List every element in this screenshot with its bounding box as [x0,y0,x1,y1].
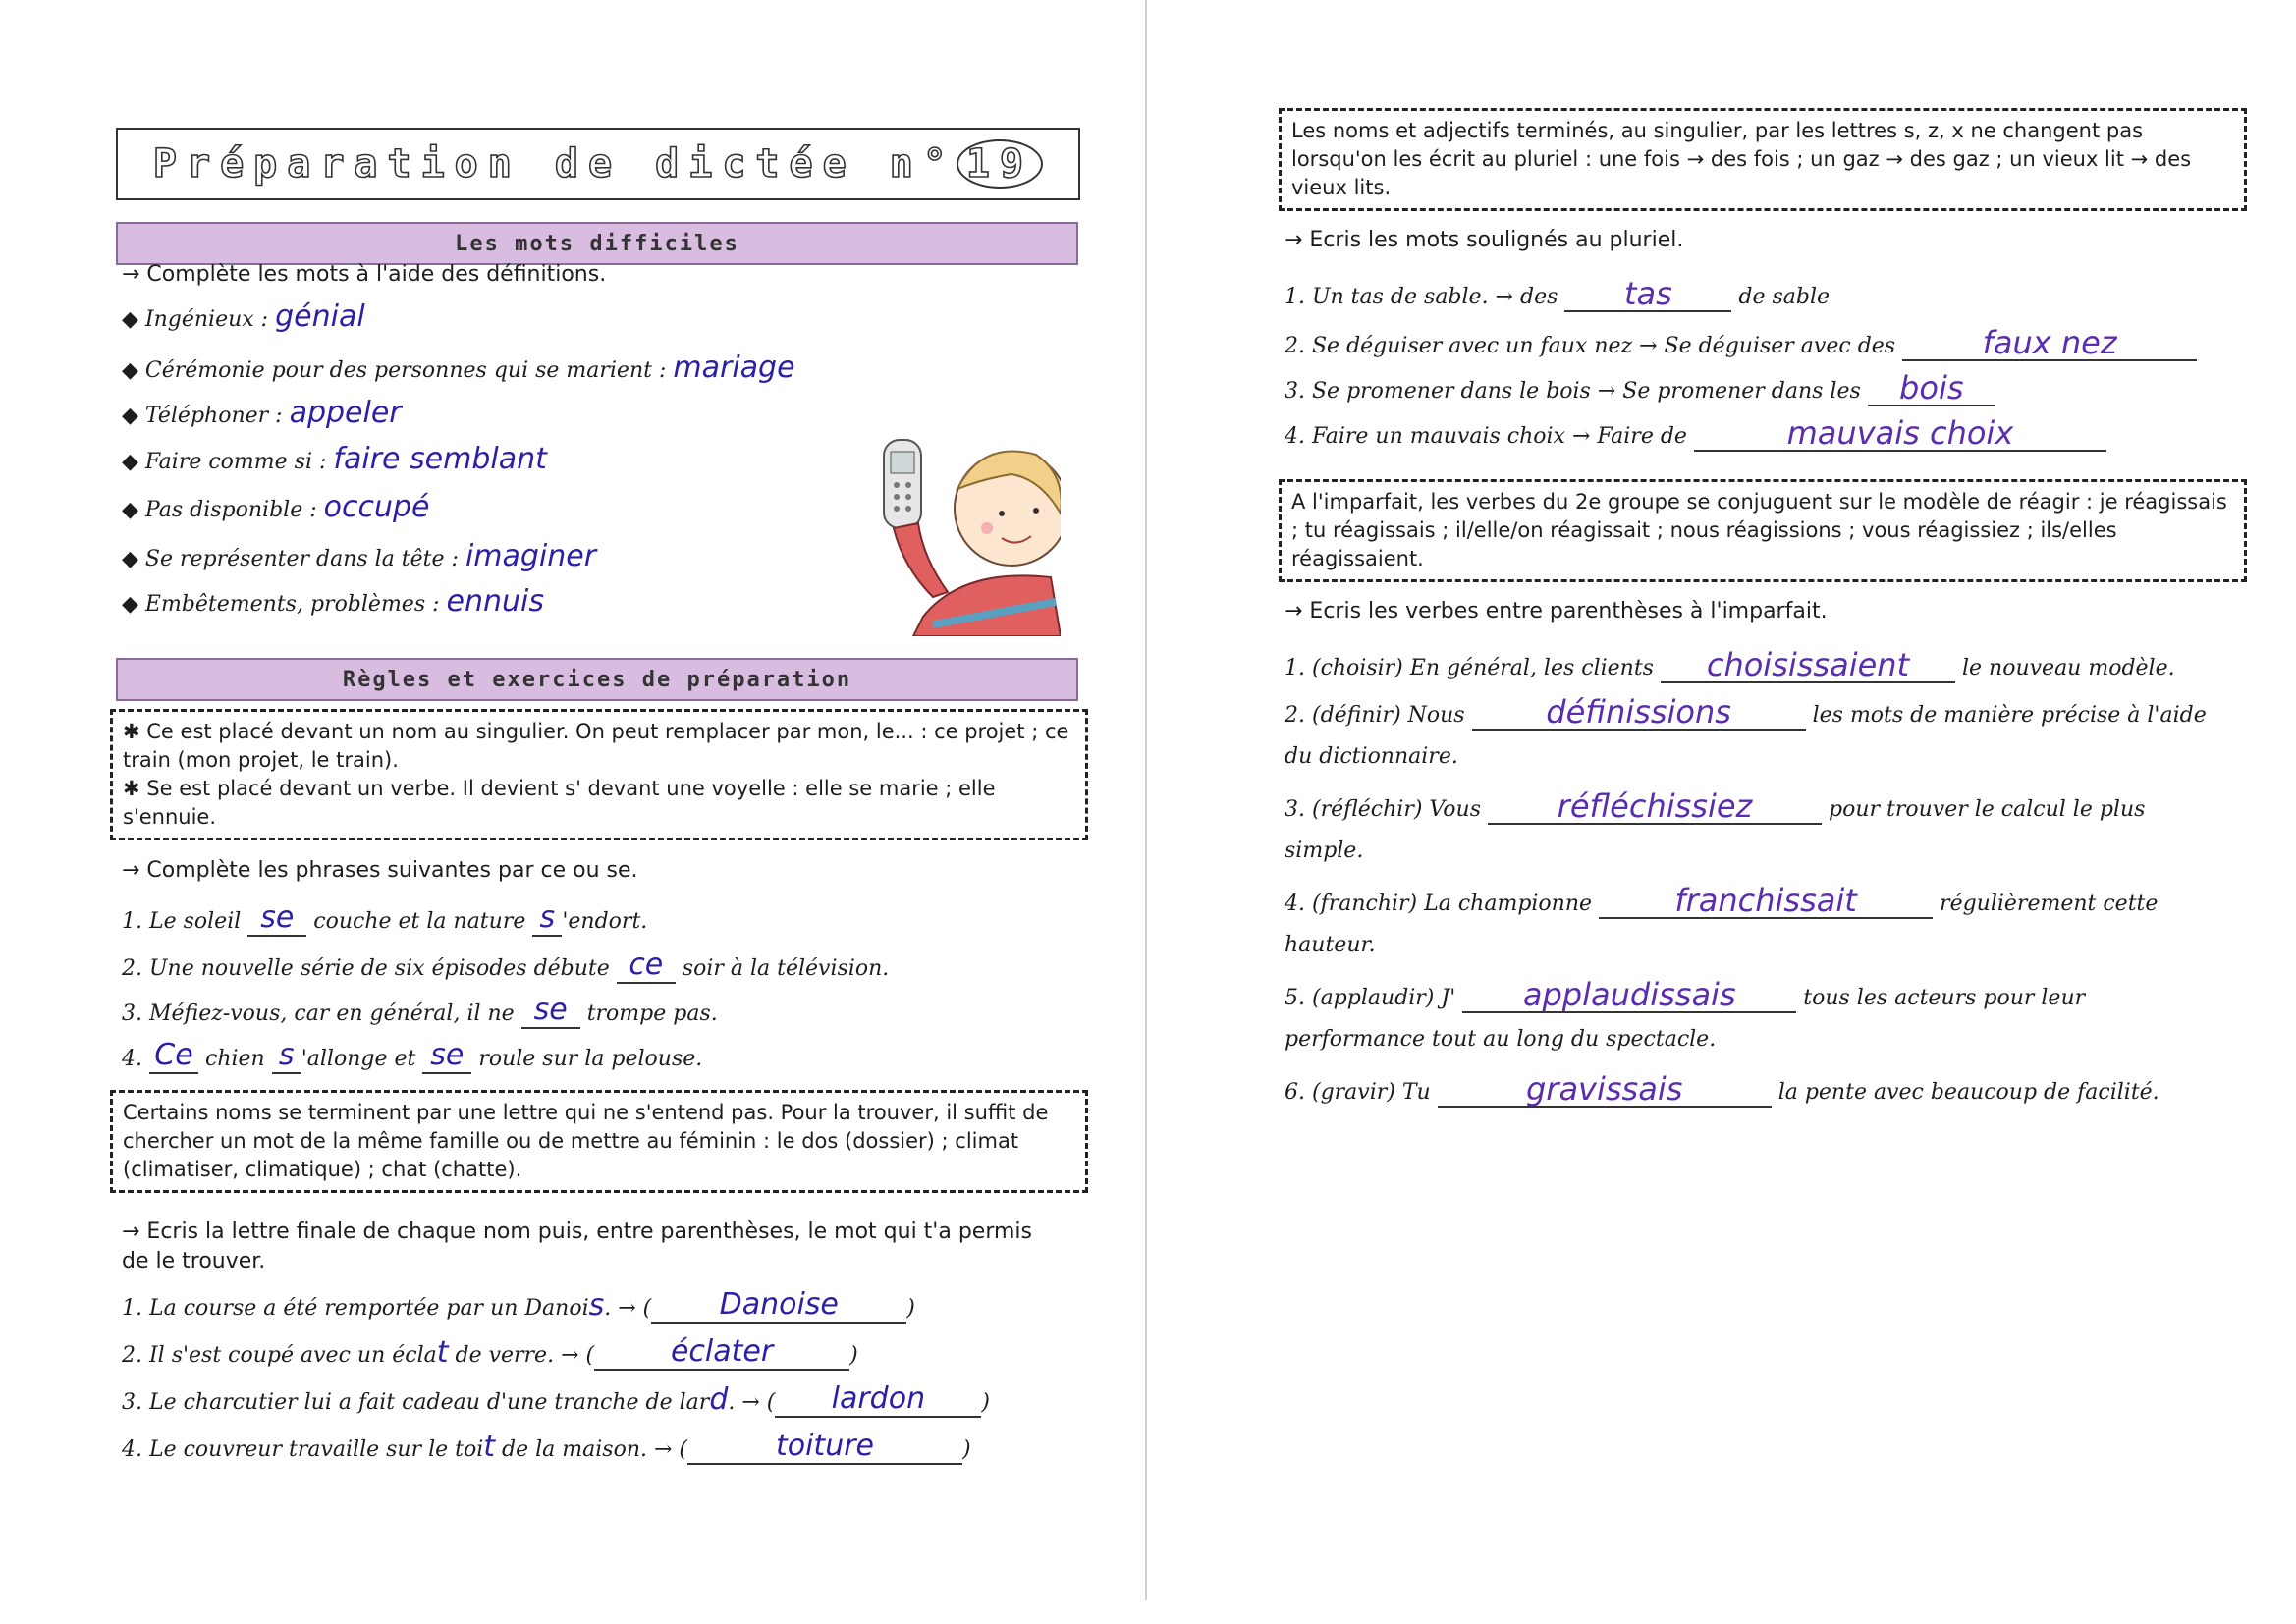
ex2-item [122,948,889,984]
handwritten-letter: t [483,1430,496,1464]
handwritten-answer: faire semblant [333,442,547,476]
sentence-text: les mots de manière précise à l'aide [1812,703,2207,728]
right-page [1151,0,2296,1624]
handwritten-answer: mauvais choix [1694,416,2106,452]
ex4-item [1285,326,2197,361]
definition: ◆ Faire comme si : [122,450,327,474]
handwritten-answer: bois [1868,371,1995,406]
definition: ◆ Se représenter dans la tête : [122,547,459,571]
definition: ◆ Ingénieux : [122,307,269,332]
ex4-item [1285,277,1830,312]
handwritten-letter: d [709,1382,729,1417]
definition: ◆ Embêtements, problèmes : [122,592,440,617]
handwritten-letter: t [436,1335,449,1370]
handwritten-answer: applaudissais [1462,978,1796,1013]
sentence-text: tous les acteurs pour leur [1803,986,2086,1010]
handwritten-answer: lardon [775,1382,981,1418]
sentence-text: soir à la télévision. [682,956,890,981]
handwritten-answer: tas [1564,277,1731,312]
ex3-item [122,1288,915,1324]
definition: ◆ Téléphoner : [122,404,283,428]
sentence-text: 6. (gravir) Tu [1285,1080,1431,1105]
handwritten-answer: appeler [289,396,402,430]
left-page [0,0,1144,1624]
ex4-instruction: → Ecris les mots soulignés au pluriel. [1285,228,1684,252]
ex2-item [122,994,718,1029]
definition: ◆ Pas disponible : [122,498,317,522]
rule-se-text: ✱ Se est placé devant un verbe. Il devient s' devant une voyelle : elle se marie ; elle s'ennuie. [123,777,996,829]
ex1-item [122,396,402,431]
rule-imparfait-text: A l'imparfait, les verbes du 2e groupe se conjuguent sur le modèle de réagir : je réagissais ; tu réagissais ; il/elle/on réagissait ; nous réagissions ; vous réagissiez ; ils/elles réagissaient. [1291,490,2227,570]
ex3-item [122,1430,971,1465]
handwritten-answer: imaginer [465,539,597,573]
sentence-text: ) [962,1437,971,1462]
sentence-text: 'allonge et [301,1047,416,1071]
handwritten-answer: choisissaient [1661,648,1955,683]
handwritten-answer: se [521,994,580,1029]
sentence-continuation: performance tout au long du spectacle. [1285,1027,1717,1052]
handwritten-answer: éclater [594,1335,849,1371]
sentence-text: 4. [122,1047,142,1071]
handwritten-answer: toiture [687,1430,962,1465]
handwritten-answer: occupé [323,490,430,524]
ex1-item [122,584,544,620]
rule-imparfait [1279,479,2247,582]
sentence-text: 3. Méfiez-vous, car en général, il ne [122,1001,515,1026]
ex1-item [122,353,795,386]
handwritten-answer: génial [275,299,365,334]
handwritten-answer: franchissait [1599,884,1933,919]
rule-plural-text: Les noms et adjectifs terminés, au singulier, par les lettres s, z, x ne changent pas lorsqu'on les écrit au pluriel : une fois → des fois ; un gaz → des gaz ; un vieux lit → des vieux lits. [1291,119,2192,199]
title-box [116,128,1080,200]
handwritten-answer: ennuis [446,584,544,619]
ex5-item [1285,695,2207,731]
ex5-item [1285,648,2175,683]
rule-ce-text: ✱ Ce est placé devant un nom au singulier. On peut remplacer par mon, le... : ce projet ; ce train (mon projet, le train). [123,720,1069,772]
child-with-phone-illustration [864,420,1061,636]
sentence-text: de la maison. → ( [502,1437,687,1462]
sentence-text: 3. Le charcutier lui a fait cadeau d'une tranche de lar [122,1390,710,1415]
handwritten-answer: s [532,901,562,937]
sentence-text: 4. Le couvreur travaille sur le toi [122,1437,484,1462]
sentence-text: 3. (réfléchir) Vous [1285,797,1481,822]
sentence-text: 1. La course a été remportée par un Danoi [122,1296,589,1321]
handwritten-answer: ce [617,948,676,984]
ex3-item [122,1335,858,1371]
sentence-text: ) [849,1343,858,1368]
sentence-text: le nouveau modèle. [1961,656,2175,680]
title-text: Préparation de dictée n° [152,141,957,187]
page-fold [1145,0,1147,1600]
ex5-item [1285,884,2158,919]
ex5-item [1285,1072,2159,1108]
sentence-text: ) [981,1390,990,1415]
sentence-text: pour trouver le calcul le plus [1829,797,2146,822]
handwritten-answer: s [272,1039,301,1074]
ex3-instruction: → Ecris la lettre finale de chaque nom puis, entre parenthèses, le mot qui t'a permis de le trouver. [122,1219,1032,1273]
handwritten-answer: gravissais [1438,1072,1772,1108]
sentence-text: de sable [1738,285,1831,309]
ex3-item [122,1382,990,1418]
rule-silent-letter-text: Certains noms se terminent par une lettre qui ne s'entend pas. Pour la trouver, il suffit de chercher un mot de la même famille ou de mettre au féminin : le dos (dossier) ; climat (climatiser, climatique) ; chat (chatte). [123,1101,1049,1181]
sentence-text: 2. Il s'est coupé avec un écla [122,1343,437,1368]
sentence-text: roule sur la pelouse. [478,1047,703,1071]
ex4-item [1285,371,1995,406]
sentence-text: ) [906,1296,915,1321]
section-difficult-words: Les mots difficiles [116,222,1078,265]
sentence-continuation: hauteur. [1285,933,1376,957]
handwritten-answer: se [422,1039,471,1074]
sentence-continuation: simple. [1285,839,1364,863]
handwritten-answer: se [247,901,306,937]
sentence-text: 2. Se déguiser avec un faux nez → Se déguiser avec des [1285,334,1896,358]
section-rules: Règles et exercices de préparation [116,658,1078,701]
definition: ◆ Cérémonie pour des personnes qui se marient : [122,358,667,383]
sentence-text: 1. Le soleil [122,909,242,934]
sentence-continuation: du dictionnaire. [1285,744,1458,769]
handwritten-answer: Danoise [651,1288,906,1324]
sentence-text: couche et la nature [313,909,526,934]
ex5-item [1285,789,2145,825]
title-number: 19 [957,139,1043,189]
sentence-text: 4. (franchir) La championne [1285,892,1593,916]
ex2-instruction: → Complète les phrases suivantes par ce ou se. [122,858,638,883]
rule-silent-letter [110,1090,1088,1193]
ex1-item [122,490,430,525]
handwritten-letter: s [588,1288,605,1323]
sentence-text: trompe pas. [586,1001,718,1026]
handwritten-answer: faux nez [1902,326,2197,361]
ex1-item [122,442,547,477]
sentence-text: 'endort. [562,909,648,934]
ex4-item [1285,416,2106,452]
handwritten-answer: Ce [149,1039,198,1074]
handwritten-answer: réfléchissiez [1488,789,1822,825]
sentence-text: 2. (définir) Nous [1285,703,1465,728]
page-title [153,139,1043,189]
ex1-instruction: → Complète les mots à l'aide des définitions. [122,262,607,287]
sentence-text: 3. Se promener dans le bois → Se promener dans les [1285,379,1861,404]
sentence-text: régulièrement cette [1940,892,2159,916]
sentence-text: 2. Une nouvelle série de six épisodes débute [122,956,610,981]
ex1-item [122,299,365,335]
sentence-text: chien [205,1047,265,1071]
ex5-instruction: → Ecris les verbes entre parenthèses à l'imparfait. [1285,599,1828,623]
sentence-text: . → ( [604,1296,652,1321]
rule-ce-se [110,709,1088,840]
sentence-text: la pente avec beaucoup de facilité. [1777,1080,2159,1105]
sentence-text: . → ( [728,1390,776,1415]
sentence-text: 5. (applaudir) J' [1285,986,1456,1010]
handwritten-answer: définissions [1472,695,1806,731]
handwritten-answer: mariage [673,351,795,385]
sentence-text: 4. Faire un mauvais choix → Faire de [1285,424,1687,449]
ex1-item [122,539,597,574]
rule-plural-sxz [1279,108,2247,211]
ex2-item [122,1039,702,1074]
sentence-text: 1. (choisir) En général, les clients [1285,656,1654,680]
ex2-item [122,901,647,937]
sentence-text: de verre. → ( [455,1343,595,1368]
ex5-item [1285,978,2085,1013]
sentence-text: 1. Un tas de sable. → des [1285,285,1558,309]
